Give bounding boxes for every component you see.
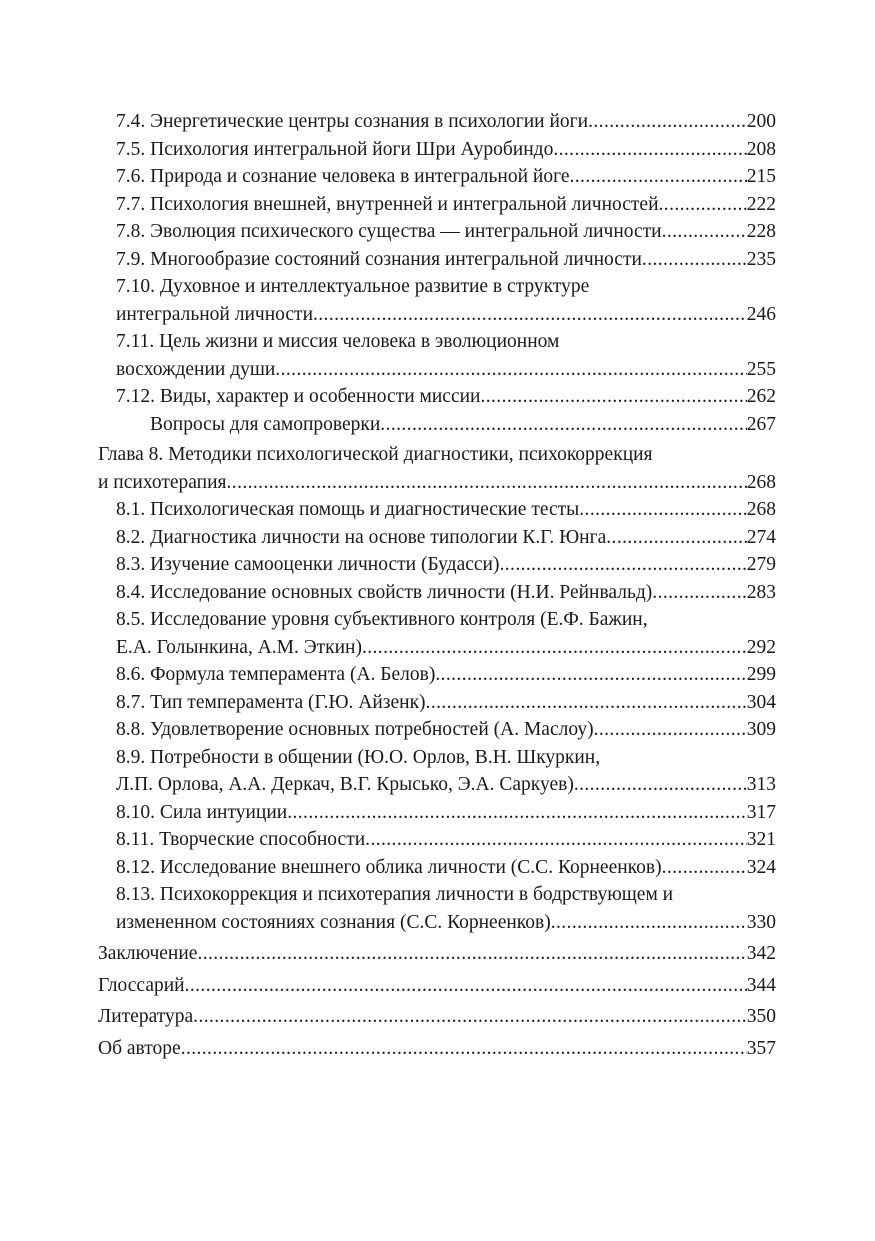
toc-page-number: 268 xyxy=(746,471,776,493)
toc-line xyxy=(116,246,776,274)
dot-leader xyxy=(579,496,746,524)
toc-entry-title: 7.7. Психология внешней, внутренней и интегральной личностей xyxy=(116,193,659,215)
toc-entry-title-line1: 8.5. Исследование уровня субъективного контроля (Е.Ф. Бажин, xyxy=(116,609,648,630)
toc-entry-glossary[interactable] xyxy=(98,972,776,1000)
toc-entry-title: 8.12. Исследование внешнего облика личности (С.С. Корнеенков) xyxy=(116,856,662,878)
toc-entry-title-line1: 7.10. Духовное и интеллектуальное развитие в структуре xyxy=(116,276,590,297)
toc-page-number: 313 xyxy=(746,774,776,795)
toc-entry-8-7[interactable] xyxy=(98,689,776,717)
toc-page-number: 299 xyxy=(746,664,776,685)
toc-page-number: 324 xyxy=(746,856,776,878)
toc-entry-title: 8.10. Сила интуиции xyxy=(116,801,288,823)
toc-entry-title-line2: измененном состояниях сознания (С.С. Корнеенков) xyxy=(116,911,551,933)
toc-page-number: 357 xyxy=(746,1037,776,1059)
toc-line xyxy=(116,136,776,164)
toc-page-number: 200 xyxy=(746,111,776,132)
toc-entry-title: Глоссарий xyxy=(98,974,185,996)
toc-entry-about-author[interactable] xyxy=(98,1035,776,1063)
toc-entry-title-line2: Л.П. Орлова, А.А. Деркач, В.Г. Крысько, Э.А. Саркуев) xyxy=(116,774,574,795)
toc-line xyxy=(116,771,776,799)
dot-leader xyxy=(659,191,747,219)
dot-leader xyxy=(594,716,747,744)
toc-entry-title: Об авторе xyxy=(98,1037,181,1059)
toc-page-number: 330 xyxy=(746,911,776,933)
toc-line xyxy=(116,661,776,689)
toc-entry-title: 8.8. Удовлетворение основных потребностей (А. Маслоу) xyxy=(116,719,594,740)
toc-entry-chapter-8[interactable] xyxy=(98,441,776,496)
toc-entry-8-4[interactable] xyxy=(98,579,776,607)
toc-line xyxy=(116,716,776,744)
toc-entry-7-7[interactable] xyxy=(98,191,776,219)
toc-entry-title: Вопросы для самопроверки xyxy=(150,413,381,435)
dot-leader xyxy=(185,972,747,1000)
toc-line xyxy=(116,634,776,662)
toc-page-number: 215 xyxy=(746,166,776,187)
dot-leader xyxy=(181,1035,747,1063)
toc-entry-8-1[interactable] xyxy=(98,496,776,524)
toc-line xyxy=(116,163,776,191)
toc-page-number: 283 xyxy=(746,581,776,603)
toc-entry-title-line2: Е.А. Голынкина, А.М. Эткин) xyxy=(116,636,362,658)
toc-entry-title: 7.12. Виды, характер и особенности миссии xyxy=(116,386,481,407)
dot-leader xyxy=(652,579,746,607)
table-of-contents xyxy=(98,108,776,1062)
dot-leader xyxy=(435,661,746,689)
dot-leader xyxy=(662,218,747,246)
toc-page-number: 309 xyxy=(746,719,776,740)
toc-entry-8-12[interactable] xyxy=(98,854,776,882)
toc-page-number: 344 xyxy=(746,974,776,996)
dot-leader xyxy=(662,854,747,882)
toc-entry-title: 8.6. Формула темперамента (А. Белов) xyxy=(116,664,436,685)
toc-line xyxy=(116,909,776,937)
toc-line xyxy=(116,496,776,524)
toc-line xyxy=(150,411,776,439)
toc-entry-title: 8.3. Изучение самооценки личности (Будасси) xyxy=(116,554,500,575)
toc-entry-title-line1: 7.11. Цель жизни и миссия человека в эволюционном xyxy=(116,331,560,352)
toc-entry-title-line2: интегральной личности xyxy=(116,303,313,325)
dot-leader xyxy=(588,108,747,136)
toc-line xyxy=(116,301,776,329)
toc-entry-title: 8.4. Исследование основных свойств личности (Н.И. Рейнвальд) xyxy=(116,581,653,603)
toc-line xyxy=(116,108,776,136)
toc-entry-8-8[interactable] xyxy=(98,716,776,744)
toc-line xyxy=(98,972,776,1000)
toc-entry-8-11[interactable] xyxy=(98,826,776,854)
toc-entry-7-11[interactable] xyxy=(98,328,776,383)
toc-line xyxy=(116,854,776,882)
toc-line xyxy=(116,579,776,607)
toc-line xyxy=(116,356,776,384)
dot-leader xyxy=(380,411,746,439)
toc-entry-7-5[interactable] xyxy=(98,136,776,164)
dot-leader xyxy=(313,301,747,329)
dot-leader xyxy=(606,524,746,552)
toc-entry-title: 7.9. Многообразие состояний сознания интегральной личности xyxy=(116,248,642,270)
toc-page-number: 268 xyxy=(746,499,776,520)
dot-leader xyxy=(574,771,747,799)
toc-line xyxy=(116,383,776,411)
toc-entry-7-10[interactable] xyxy=(98,273,776,328)
toc-entry-8-10[interactable] xyxy=(98,799,776,827)
toc-entry-title: 7.6. Природа и сознание человека в интегральной йоге xyxy=(116,166,570,187)
dot-leader xyxy=(642,246,747,274)
toc-line xyxy=(116,524,776,552)
toc-entry-title-line2: и психотерапия xyxy=(98,471,227,493)
toc-entry-7-12[interactable] xyxy=(98,383,776,411)
toc-page-number: 208 xyxy=(746,138,776,160)
toc-entry-title-line1: Глава 8. Методики психологической диагностики, психокоррекция xyxy=(98,444,653,465)
toc-page-number: 342 xyxy=(746,943,776,964)
toc-page-number: 292 xyxy=(746,636,776,658)
toc-page-number: 222 xyxy=(746,193,776,215)
toc-entry-8-9[interactable] xyxy=(98,744,776,799)
toc-entry-title: 7.4. Энергетические центры сознания в психологии йоги xyxy=(116,111,589,132)
toc-page-number: 235 xyxy=(746,248,776,270)
toc-entry-title: 7.8. Эволюция психического существа — интегральной личности xyxy=(116,221,662,242)
toc-page-number: 246 xyxy=(746,303,776,325)
toc-entry-8-2[interactable] xyxy=(98,524,776,552)
dot-leader xyxy=(197,940,746,968)
dot-leader xyxy=(553,136,746,164)
toc-line xyxy=(116,799,776,827)
dot-leader xyxy=(365,826,747,854)
toc-line xyxy=(116,689,776,717)
toc-entry-8-6[interactable] xyxy=(98,661,776,689)
dot-leader xyxy=(362,634,747,662)
toc-entry-title: 7.5. Психология интегральной йоги Шри Ауробиндо xyxy=(116,138,554,160)
toc-entry-title-line1: 8.9. Потребности в общении (Ю.О. Орлов, В.Н. Шкуркин, xyxy=(116,746,601,768)
toc-entry-title: Литература xyxy=(98,1006,194,1027)
toc-entry-7-6[interactable] xyxy=(98,163,776,191)
toc-line xyxy=(98,940,776,968)
toc-line xyxy=(98,1003,776,1031)
toc-entry-literature[interactable] xyxy=(98,1003,776,1031)
toc-line xyxy=(98,469,776,497)
dot-leader xyxy=(570,163,747,191)
dot-leader xyxy=(500,551,747,579)
toc-page-number: 255 xyxy=(746,358,776,380)
toc-page-number: 279 xyxy=(746,554,776,575)
dot-leader xyxy=(551,909,747,937)
toc-line xyxy=(116,826,776,854)
toc-page-number: 228 xyxy=(746,221,776,242)
toc-entry-title: 8.2. Диагностика личности на основе типологии К.Г. Юнга xyxy=(116,526,607,548)
toc-line xyxy=(116,551,776,579)
toc-entry-7-9[interactable] xyxy=(98,246,776,274)
toc-page-number: 321 xyxy=(746,829,776,850)
dot-leader xyxy=(426,689,747,717)
toc-entry-title-line2: восхождении души xyxy=(116,358,276,380)
toc-entry-title: 8.1. Психологическая помощь и диагностические тесты xyxy=(116,499,580,520)
toc-entry-8-5[interactable] xyxy=(98,606,776,661)
toc-page-number: 262 xyxy=(746,386,776,407)
toc-entry-self-check-questions[interactable] xyxy=(98,411,776,439)
toc-page-number: 304 xyxy=(746,691,776,713)
toc-page-number: 267 xyxy=(746,413,776,435)
dot-leader xyxy=(287,799,747,827)
toc-entry-8-13[interactable] xyxy=(98,881,776,936)
toc-entry-8-3[interactable] xyxy=(98,551,776,579)
toc-line xyxy=(98,1035,776,1063)
toc-entry-title-line1: 8.13. Психокоррекция и психотерапия личности в бодрствующем и xyxy=(116,884,674,905)
toc-entry-title: Заключение xyxy=(98,943,198,964)
dot-leader xyxy=(227,469,747,497)
toc-page-number: 317 xyxy=(746,801,776,823)
dot-leader xyxy=(193,1003,747,1031)
toc-entry-conclusion[interactable] xyxy=(98,940,776,968)
toc-page-number: 274 xyxy=(746,526,776,548)
toc-entry-7-4[interactable] xyxy=(98,108,776,136)
toc-line xyxy=(116,191,776,219)
toc-line xyxy=(116,218,776,246)
toc-entry-title: 8.11. Творческие способности xyxy=(116,829,366,850)
toc-entry-7-8[interactable] xyxy=(98,218,776,246)
dot-leader xyxy=(275,356,746,384)
dot-leader xyxy=(480,383,746,411)
toc-page-number: 350 xyxy=(746,1006,776,1027)
toc-entry-title: 8.7. Тип темперамента (Г.Ю. Айзенк) xyxy=(116,691,426,713)
